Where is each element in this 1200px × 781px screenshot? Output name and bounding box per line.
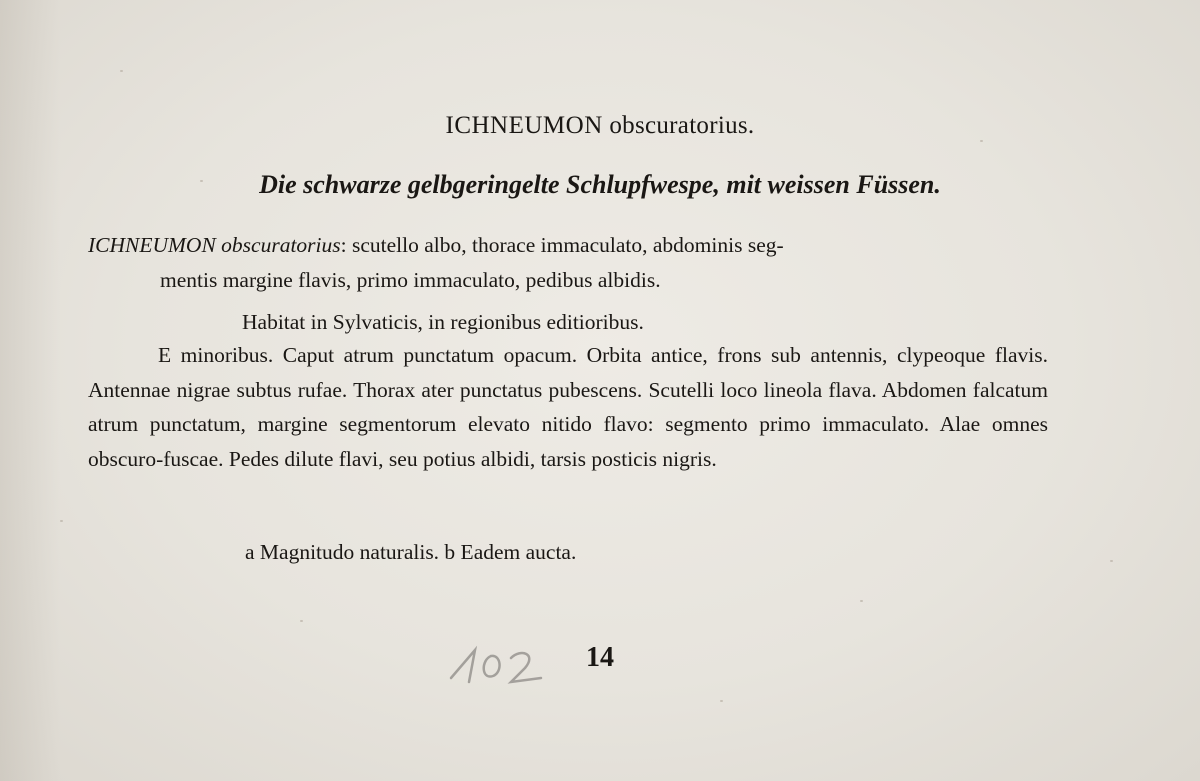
title-species: obscuratorius. <box>609 112 755 139</box>
page-number: 14 <box>586 642 614 673</box>
page-title <box>0 112 1200 140</box>
figure-caption: a Magnitudo naturalis. b Eadem aucta. <box>245 540 577 564</box>
diagnosis-text-2: mentis margine flavis, primo immaculato, pedibus albidis. <box>160 267 661 292</box>
description-paragraph <box>88 338 1048 476</box>
german-subtitle: Die schwarze gelbgeringelte Schlupfwespe, mit weissen Füssen. <box>259 170 941 199</box>
pencil-annotation <box>445 638 555 688</box>
diagnosis-text-1: : scutello albo, thorace immaculato, abdominis seg- <box>340 233 784 257</box>
description-text: E minoribus. Caput atrum punctatum opacum. Orbita antice, frons sub antennis, clypeoque flavis. Antennae nigrae subtus rufae. Thorax ater punctatus pubescens. Scutelli loco lineola flava. Abdomen falcatum atrum punctatum, margine segmentorum elevato nitido flavo: segmento primo immaculato. Alae omnes obscuro-fuscae. Pedes dilute flavi, seu potius albidi, tarsis posticis nigris. <box>88 343 1048 471</box>
title-genus: ICHNEUMON <box>445 112 603 139</box>
habitat-line: Habitat in Sylvaticis, in regionibus editioribus. <box>242 310 644 334</box>
diagnosis-lead: ICHNEUMON obscuratorius <box>88 233 341 257</box>
diagnosis-paragraph <box>88 228 1048 297</box>
